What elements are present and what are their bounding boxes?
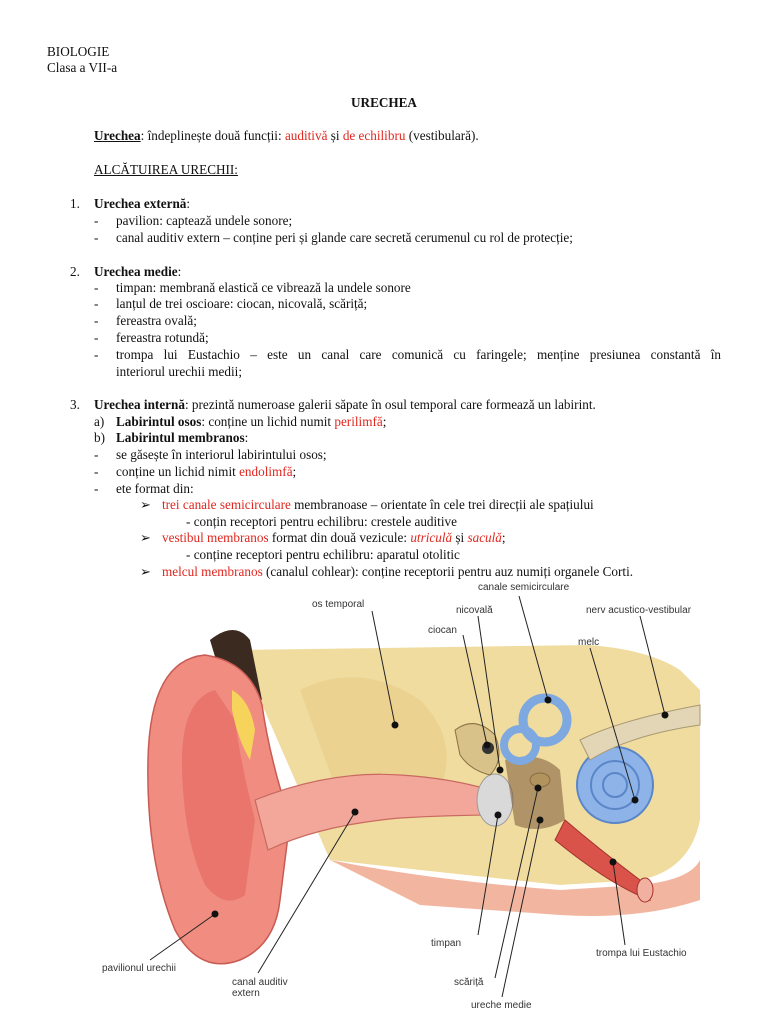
label-scarita: scăriță <box>454 977 484 988</box>
s2-dash: - <box>94 330 99 345</box>
label-trompa: trompa lui Eustachio <box>596 948 687 959</box>
label-melc: melc <box>578 637 600 648</box>
s2-number: 2. <box>70 264 80 279</box>
s3-dash: - <box>94 447 99 462</box>
s2-dash: - <box>94 296 99 311</box>
s1-colon: : <box>186 196 191 211</box>
s3-a-term: perilimfă <box>334 414 383 429</box>
list-item: se găsește în interiorul labirintului osos; <box>116 447 327 462</box>
s3-p2-text: format din două vezicule: <box>268 530 411 545</box>
label-nerv: nerv acustico-vestibular <box>586 605 692 616</box>
list-item: trompa lui Eustachio – este un canal care comunică cu faringele; menține presiunea constantă în <box>116 347 721 362</box>
s3-heading <box>94 397 596 413</box>
label-canale-semicirculare: canale semicirculare <box>478 582 570 593</box>
cochlea <box>577 747 653 823</box>
s2-dash: - <box>94 313 99 328</box>
s3-a-title: Labirintul osos <box>116 414 202 429</box>
s3-a-text: : conține un lichid numit <box>201 414 335 429</box>
subject-label: BIOLOGIE <box>47 44 110 59</box>
list-item <box>162 497 594 513</box>
s3-p1-term: trei canale semicirculare <box>162 497 291 512</box>
list-item: lanțul de trei oscioare: ciocan, nicovală, scăriță; <box>116 296 368 311</box>
list-item-sub: - conțin receptori pentru echilibru: crestele auditive <box>186 514 457 529</box>
label-canal-auditiv: canal auditiv extern <box>232 977 288 999</box>
list-item: ete format din: <box>116 481 194 496</box>
list-item <box>162 530 506 546</box>
label-ciocan: ciocan <box>428 625 457 636</box>
s3-b-mark: b) <box>94 430 105 445</box>
s3-a-end: ; <box>382 414 387 429</box>
intro-line <box>94 128 479 144</box>
label-pavilion: pavilionul urechii <box>102 963 176 974</box>
s1-title: Urechea externă <box>94 196 187 211</box>
eardrum <box>477 774 513 826</box>
s3-p3-term: melcul membranos <box>162 564 263 579</box>
s2-heading <box>94 264 181 280</box>
s2-dash: - <box>94 280 99 295</box>
s3-d2-end: ; <box>292 464 297 479</box>
s3-p3-text: (canalul cohlear): conține receptorii pentru auz numiți organele Corti. <box>262 564 634 579</box>
s3-p2-term-2: saculă <box>467 530 502 545</box>
list-item: fereastra rotundă; <box>116 330 209 345</box>
list-item <box>162 564 633 580</box>
s1-heading <box>94 196 190 212</box>
s2-colon: : <box>177 264 182 279</box>
intro-text-2: (vestibulară). <box>405 128 479 143</box>
s3-title: Urechea internă <box>94 397 185 412</box>
label-os-temporal: os temporal <box>312 599 365 610</box>
intro-function-1: auditivă <box>284 128 328 143</box>
arrow-bullet-icon: ➢ <box>140 530 152 545</box>
s1-dash: - <box>94 230 99 245</box>
s1-dash: - <box>94 213 99 228</box>
s3-b-line <box>116 430 248 446</box>
intro-function-2: de echilibru <box>342 128 406 143</box>
s3-a-line <box>116 414 386 430</box>
s3-p2-and: și <box>452 530 468 545</box>
intro-term: Urechea <box>94 128 141 143</box>
list-item <box>116 464 296 480</box>
intro-and: și <box>327 128 343 143</box>
list-item-continuation: interiorul urechii medii; <box>116 364 242 379</box>
list-item: timpan: membrană elastică ce vibrează la undele sonore <box>116 280 411 295</box>
s3-p2-term: vestibul membranos <box>162 530 269 545</box>
list-item: fereastra ovală; <box>116 313 197 328</box>
middle-ear-cavity <box>505 757 565 829</box>
arrow-bullet-icon: ➢ <box>140 497 152 512</box>
page-title: URECHEA <box>351 95 417 110</box>
s2-dash: - <box>94 347 99 362</box>
arrow-bullet-icon: ➢ <box>140 564 152 579</box>
s3-dash: - <box>94 464 99 479</box>
list-item-sub: - conține receptori pentru echilibru: aparatul otolitic <box>186 547 460 562</box>
list-item: canal auditiv extern – conține peri și glande care secretă cerumenul cu rol de protecție; <box>116 230 573 245</box>
s3-p2-end: ; <box>501 530 506 545</box>
s1-number: 1. <box>70 196 80 211</box>
label-nicovala: nicovală <box>456 605 493 616</box>
s2-title: Urechea medie <box>94 264 178 279</box>
s3-b-colon: : <box>244 430 249 445</box>
s3-d2-pre: conține un lichid nimit <box>116 464 240 479</box>
s3-text: : prezintă numeroase galerii săpate în osul temporal care formează un labirint. <box>184 397 596 412</box>
label-timpan: timpan <box>431 938 462 949</box>
label-ureche-medie: ureche medie <box>471 1000 532 1011</box>
section-heading: ALCĂTUIREA URECHII: <box>94 162 238 177</box>
intro-text-1: : îndeplinește două funcții: <box>140 128 285 143</box>
class-label: Clasa a VII-a <box>47 60 118 75</box>
eustachian-tube-opening <box>637 878 653 902</box>
list-item: pavilion: captează undele sonore; <box>116 213 293 228</box>
s3-number: 3. <box>70 397 80 412</box>
s3-a-mark: a) <box>94 414 105 429</box>
s3-dash: - <box>94 481 99 496</box>
s3-b-title: Labirintul membranos <box>116 430 245 445</box>
s3-p2-term-1: utriculă <box>410 530 453 545</box>
s3-p1-text: membranoase – orientate în cele trei direcții ale spațiului <box>290 497 594 512</box>
s3-d2-term: endolimfă <box>239 464 293 479</box>
